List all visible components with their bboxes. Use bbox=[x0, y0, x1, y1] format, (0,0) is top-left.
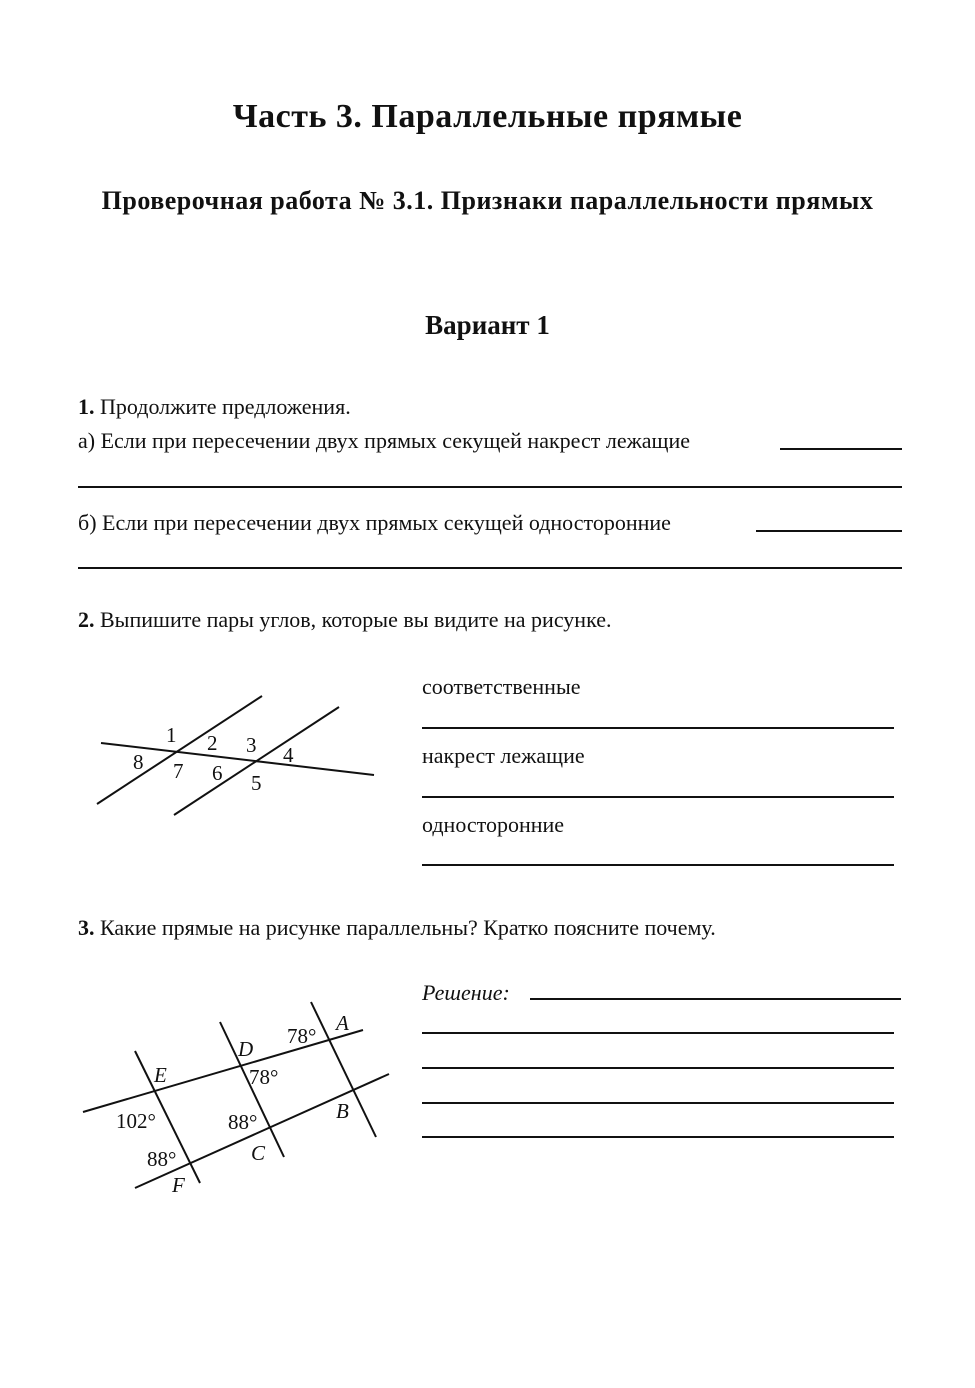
pair-type-corresponding: соответственные bbox=[422, 674, 581, 699]
task1-item-b: б) Если при пересечении двух прямых секущей односторонние bbox=[78, 510, 671, 535]
point-e-label: E bbox=[154, 1063, 167, 1087]
task1-item-a: а) Если при пересечении двух прямых секущей накрест лежащие bbox=[78, 428, 691, 453]
angle-label-2: 2 bbox=[207, 731, 218, 755]
task3-number: 3. bbox=[78, 915, 95, 940]
point-f-label: F bbox=[172, 1173, 185, 1197]
solution-label: Решение: bbox=[422, 980, 510, 1005]
task3-prompt: Какие прямые на рисунке параллельны? Кратко поясните почему. bbox=[100, 915, 716, 940]
angle-at-e: 102° bbox=[116, 1109, 156, 1133]
corresponding-answer-line[interactable] bbox=[422, 727, 894, 729]
angle-label-6: 6 bbox=[212, 761, 223, 785]
angle-at-a: 78° bbox=[287, 1024, 317, 1048]
line-EA bbox=[83, 1030, 363, 1112]
angle-label-1: 1 bbox=[166, 723, 177, 747]
point-b-label: B bbox=[336, 1099, 349, 1123]
same-side-answer-line[interactable] bbox=[422, 864, 894, 866]
task1-a-answer-line-1[interactable] bbox=[780, 448, 902, 450]
task1-number: 1. bbox=[78, 394, 95, 419]
task3-figure bbox=[80, 996, 390, 1201]
solution-line-4[interactable] bbox=[422, 1102, 894, 1104]
angle-label-3: 3 bbox=[246, 733, 257, 757]
angle-label-8: 8 bbox=[133, 750, 144, 774]
pair-type-alternate: накрест лежащие bbox=[422, 743, 585, 768]
task1-b-answer-line-1[interactable] bbox=[756, 530, 902, 532]
angle-label-7: 7 bbox=[173, 759, 184, 783]
angle-label-5: 5 bbox=[251, 771, 262, 795]
task1-b-answer-line-2[interactable] bbox=[78, 567, 902, 569]
task2-parallel-line-2 bbox=[174, 707, 339, 815]
work-title: Проверочная работа № 3.1. Признаки параллельности прямых bbox=[101, 186, 874, 215]
point-d-label: D bbox=[238, 1037, 254, 1061]
point-a-label: A bbox=[336, 1011, 349, 1035]
solution-line-5[interactable] bbox=[422, 1136, 894, 1138]
task3-prompt-line bbox=[78, 915, 716, 941]
task2-parallel-line-1 bbox=[97, 696, 262, 804]
solution-line-3[interactable] bbox=[422, 1067, 894, 1069]
task2-figure bbox=[80, 680, 390, 830]
angle-at-f: 88° bbox=[147, 1147, 177, 1171]
angle-at-c: 88° bbox=[228, 1110, 258, 1134]
task2-prompt: Выпишите пары углов, которые вы видите на рисунке. bbox=[100, 607, 612, 632]
alternate-answer-line[interactable] bbox=[422, 796, 894, 798]
task2-number: 2. bbox=[78, 607, 95, 632]
angle-at-d: 78° bbox=[249, 1065, 279, 1089]
task2-prompt-line bbox=[78, 607, 611, 633]
task1-a-answer-line-2[interactable] bbox=[78, 486, 902, 488]
angle-label-4: 4 bbox=[283, 743, 294, 767]
task1-prompt: Продолжите предложения. bbox=[100, 394, 351, 419]
pair-type-same-side: односторонние bbox=[422, 812, 565, 837]
solution-line-1[interactable] bbox=[530, 998, 901, 1000]
part-title: Часть 3. Параллельные прямые bbox=[232, 98, 743, 135]
variant-title: Вариант 1 bbox=[425, 310, 550, 340]
task1-prompt-line bbox=[78, 394, 351, 420]
solution-line-2[interactable] bbox=[422, 1032, 894, 1034]
point-c-label: C bbox=[251, 1141, 266, 1165]
